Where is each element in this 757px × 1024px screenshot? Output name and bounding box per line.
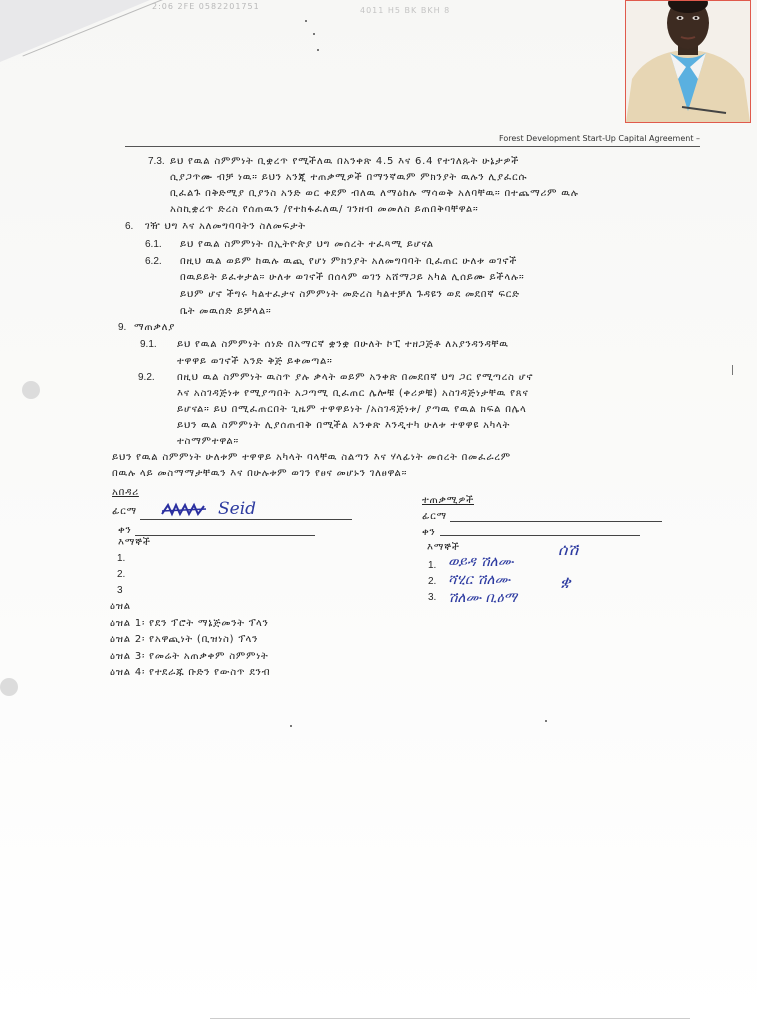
attachment-item: ዕዝል 3፡ የመሬት አጠቃቀም ስምምነት: [110, 651, 269, 662]
scan-header-left: 2:06 2FE 0582201751: [152, 2, 260, 11]
beneficiaries-signature-line: [450, 521, 662, 522]
lender-witness-2: 2.: [117, 569, 126, 580]
clause-text-line: ቢፈልጉ በቅድሚያ ቢያንስ አንድ ወር ቀደም ብለዉ ለማዕከሉ ማሳወቅ አለባቸዉ። በተጨማሪም ዉሉ: [170, 188, 579, 199]
scan-speck: [317, 49, 319, 51]
scan-header-right: 4011 H5 BK BKH 8: [360, 6, 451, 15]
attachment-item: ዕዝል 4፡ የተደራጁ ቡድን የውስጥ ደንብ: [110, 667, 271, 678]
section-number: 6.: [125, 221, 134, 232]
section-number: 9.: [118, 322, 127, 333]
closing-text-line: በዉሉ ላይ መስማማታቸዉን እና በሁሉቱም ወገን የፀና መሆኑን ገለፀዋል።: [112, 468, 408, 479]
scan-speck: [313, 33, 315, 35]
clause-text-line: ሲያጋጥሙ ብቻ ነዉ። ይህን አንጂ ተጠቃሚዎች በማንኛዉም ምክንያት ዉሉን ሊያፈርሱ: [170, 172, 528, 183]
clause-number: 9.1.: [140, 339, 157, 350]
scan-speck: [732, 365, 733, 375]
beneficiaries-signature-label: ፊርማ: [422, 511, 447, 522]
beneficiary-witness-number: 3.: [428, 592, 437, 603]
attachment-item: ዕዝል 2፡ የአዋጪነት (ቢዝነስ) ፕላን: [110, 634, 259, 645]
lender-signature-scribble: [160, 502, 210, 518]
beneficiaries-heading: ተጠቃሚዎች: [422, 495, 474, 506]
clause-text-line: ይሆናል። ይህ በሚፈጠርበት ጊዜም ተዋዋይነት /አስገዳጅነቱ/ ያጣዉ የዉል ክፍል በሌላ: [177, 404, 527, 415]
passport-photo: [625, 0, 751, 123]
lender-signature: Seid: [218, 499, 257, 519]
beneficiaries-date-line: [440, 535, 640, 536]
scan-speck: [290, 725, 292, 727]
scan-speck: [545, 720, 547, 722]
beneficiaries-date-label: ቀን: [422, 527, 436, 538]
lender-witnesses-label: እማኞች: [118, 537, 151, 548]
beneficiary-witness-number: 2.: [428, 576, 437, 587]
lender-heading: አበዳሪ: [112, 487, 139, 498]
beneficiary-witness-name: ሻሂር ሽለሙ: [448, 572, 511, 588]
clause-number: 6.1.: [145, 239, 162, 250]
scan-speck: [305, 20, 307, 22]
lender-witness-1: 1.: [117, 553, 126, 564]
clause-text-line: በዚህ ዉል ስምምነት ዉስጥ ያሉ ቃላት ወይም አንቀጽ በመደበኛ ህግ ጋር የሚጣረስ ሆኖ: [177, 372, 534, 383]
person-photo-icon: [626, 1, 750, 122]
folded-corner: [0, 0, 150, 62]
clause-text-line: ይህ የዉል ስምምነት ሰነድ በአማርኛ ቋንቋ በሁለት ኮፒ ተዘጋጅቶ ለአያንዳንዳቸዉ: [177, 339, 509, 350]
clause-text-line: አስኪቋረጥ ድረስ የሰጠዉን /የተከፋፈለዉ/ ገንዘብ መመለስ ይጠበቅባቸዋል።: [170, 204, 479, 215]
clause-text-line: ተዋዋይ ወገኖች አንድ ቅጅ ይቀመጣል።: [177, 356, 333, 367]
clause-text-line: ይህን ዉል ስምምነት ሊያሰጠብቅ በሚችል አንቀጽ እንዲተካ ሁለቱ ተዋዋዩ አካላት: [177, 420, 511, 431]
lender-witness-3: 3: [117, 585, 123, 596]
clause-text-line: ይህ የዉል ስምምነት ቢቋረጥ የሚችለዉ በአንቀጽ 4.5 እና 6.4 የተገለጹት ሁኔታዎች: [170, 156, 520, 167]
attachments-label: ዕዝል: [110, 601, 131, 612]
document-title: Forest Development Start-Up Capital Agreement –: [499, 134, 700, 143]
lender-signature-line: [140, 519, 352, 520]
clause-text-line: ይህ የዉል ስምምነት በኢትዮጵያ ህግ መሰረት ተፈጻሚ ይሆናል: [180, 239, 434, 250]
clause-number: 7.3.: [148, 156, 165, 167]
beneficiary-witness-name: ሽለሙ ቢዕማ: [448, 590, 517, 606]
beneficiaries-witnesses-label: እማኞች: [427, 542, 460, 553]
section-heading: ገዥ ህግ እና አለመግባባትን ስለመፍታት: [145, 221, 306, 232]
document-header: [125, 132, 700, 147]
clause-text-line: በዚህ ዉል ወይም ከዉሉ ዉጪ የሆነ ምክንያት አለመግባባት ቢፈጠር ሁለቱ ወገኖች: [180, 256, 518, 267]
beneficiary-witness-number: 1.: [428, 560, 437, 571]
clause-number: 6.2.: [145, 256, 162, 267]
beneficiary-witness-signature: ሰሽ: [558, 540, 579, 559]
bottom-edge-line: [210, 1018, 690, 1019]
clause-text-line: ተስማምተዋል።: [177, 436, 239, 447]
lender-date-line: [135, 535, 315, 536]
punch-hole: [22, 381, 40, 399]
lender-date-label: ቀን: [118, 525, 132, 536]
beneficiary-witness-signature: ቋ: [560, 572, 571, 591]
beneficiary-witness-name: ወይዳ ሽለሙ: [448, 554, 514, 570]
clause-text-line: በዉይይት ይፈቱታል። ሁለቱ ወገኖች በሰላም ወገን አሸማጋይ አካል ሊሰይሙ ይችላሉ።: [180, 272, 525, 283]
punch-hole: [0, 678, 18, 696]
clause-text-line: እና አስገዳጅነቱ የሚያጣበት አጋጣሚ ቢፈጠር ሌሎቹ (ቀሪዎቹ) አስገዳጅነታቸዉ የጸና: [177, 388, 529, 399]
clause-number: 9.2.: [138, 372, 155, 383]
attachment-item: ዕዝል 1፡ የደን ፕሮት ማኔጅመንት ፕላን: [110, 618, 269, 629]
closing-text-line: ይህን የዉል ስምምነት ሁለቱም ተዋዋይ አካላት ባላቸዉ ስልጣን እና ሃላፊነት መሰረት በመፈራረም: [112, 452, 511, 463]
clause-text-line: ቤት መዉሰድ ይቻላል።: [180, 306, 272, 317]
lender-signature-label: ፊርማ: [112, 506, 137, 517]
section-heading: ማጠቃለያ: [134, 322, 176, 333]
clause-text-line: ይህም ሆኖ ችግሩ ካልተፈታና ስምምነት መድረስ ካልተቻለ ጉዳዩን ወደ መደበኛ ፍርድ: [180, 289, 520, 300]
